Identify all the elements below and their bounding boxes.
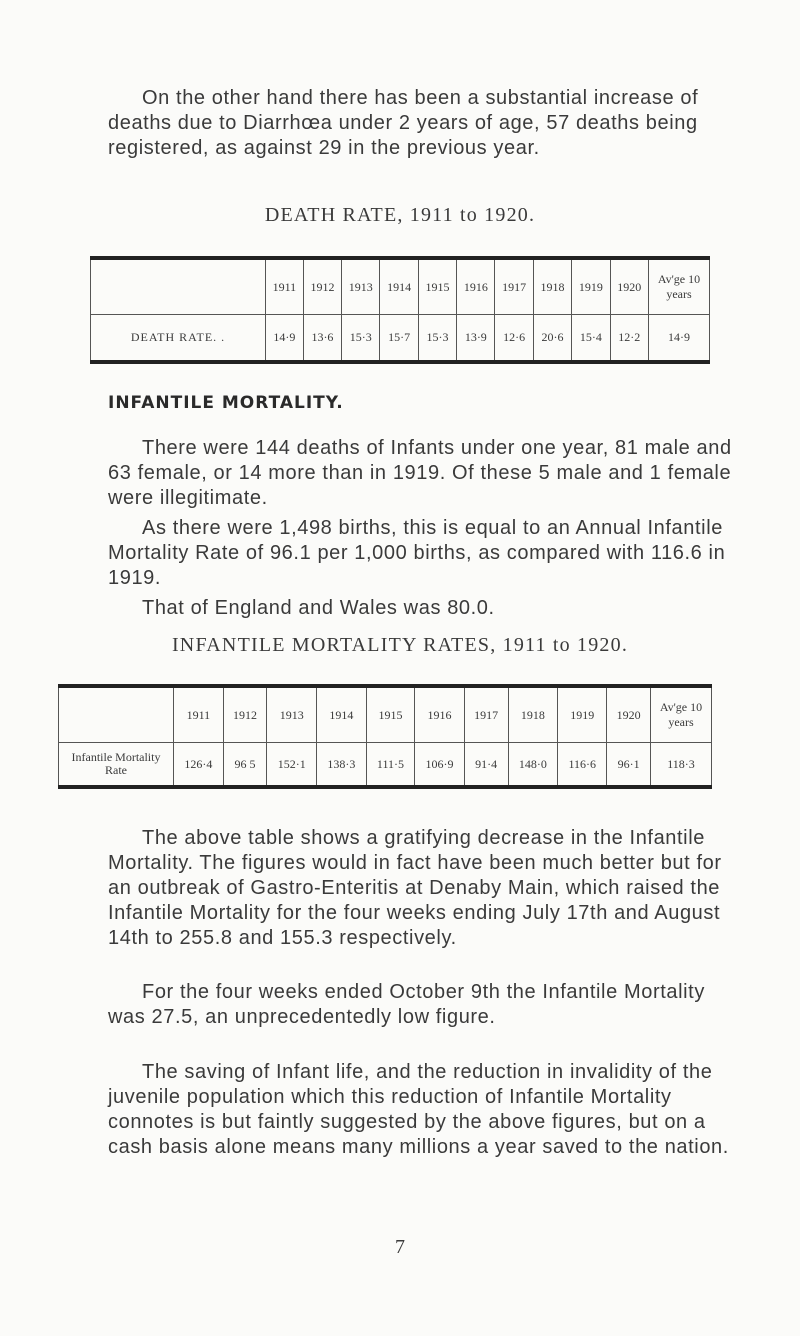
year-cell: 1914: [317, 686, 367, 743]
infant-rate-header-row: [59, 686, 712, 743]
average-header: Av'ge 10 years: [651, 686, 712, 743]
year-cell: 1912: [303, 258, 341, 315]
value-cell: 152·1: [267, 743, 317, 788]
value-cell: 12·6: [495, 315, 533, 363]
intro-paragraph: On the other hand there has been a substantial increase of deaths due to Diarrhœa under 2 years of age, 57 deaths being registered, as against 29 in the previous year.: [108, 87, 699, 159]
paragraph-births: As there were 1,498 births, this is equal to an Annual Infantile Mortality Rate of 96.1 per 1,000 births, as compared with 116.6 in 1919.: [108, 517, 726, 589]
value-cell: 13·6: [303, 315, 341, 363]
value-cell: 111·5: [366, 743, 414, 788]
death-rate-table: [90, 256, 710, 364]
infantile-mortality-heading: INFANTILE MORTALITY.: [108, 393, 344, 413]
year-cell: 1918: [508, 686, 558, 743]
header-blank-cell: [91, 258, 266, 315]
value-cell: 15·7: [380, 315, 418, 363]
year-cell: 1917: [464, 686, 508, 743]
year-cell: 1913: [267, 686, 317, 743]
value-cell: 96·1: [607, 743, 651, 788]
year-cell: 1916: [457, 258, 495, 315]
average-value: 14·9: [649, 315, 710, 363]
value-cell: 20·6: [533, 315, 571, 363]
year-cell: 1919: [572, 258, 610, 315]
paragraph-england-wales: That of England and Wales was 80.0.: [142, 597, 495, 619]
paragraph-gastro-enteritis: The above table shows a gratifying decrease in the Infantile Mortality. The figures would in fact have been much better but for an outbreak of Gastro-Enteritis at Denaby Main, which raised the Infantile Mortality for the four weeks ending July 17th and August 14th to 255.8 and 155.3 respectively.: [108, 827, 722, 949]
page-number: 7: [395, 1236, 405, 1258]
average-header: Av'ge 10 years: [649, 258, 710, 315]
header-blank-cell: [59, 686, 174, 743]
row-label: Infantile Mortality Rate: [59, 743, 174, 788]
infant-rate-values-row: [59, 743, 712, 788]
death-rate-values-row: [91, 315, 710, 363]
year-cell: 1913: [342, 258, 380, 315]
paragraph-october: For the four weeks ended October 9th the Infantile Mortality was 27.5, an unprecedentedly low figure.: [108, 981, 705, 1028]
year-cell: 1916: [415, 686, 465, 743]
value-cell: 15·3: [418, 315, 456, 363]
value-cell: 148·0: [508, 743, 558, 788]
value-cell: 91·4: [464, 743, 508, 788]
year-cell: 1920: [610, 258, 648, 315]
year-cell: 1912: [223, 686, 267, 743]
year-cell: 1911: [174, 686, 224, 743]
value-cell: 116·6: [558, 743, 607, 788]
value-cell: 106·9: [415, 743, 465, 788]
death-rate-title: DEATH RATE, 1911 to 1920.: [264, 204, 536, 226]
year-cell: 1917: [495, 258, 533, 315]
year-cell: 1920: [607, 686, 651, 743]
paragraph-deaths: There were 144 deaths of Infants under one year, 81 male and 63 female, or 14 more than in 1919. Of these 5 male and 1 female were illegitimate.: [108, 437, 732, 509]
year-cell: 1915: [366, 686, 414, 743]
death-rate-header-row: [91, 258, 710, 315]
infant-rate-title: INFANTILE MORTALITY RATES, 1911 to 1920.: [171, 634, 629, 656]
value-cell: 126·4: [174, 743, 224, 788]
year-cell: 1914: [380, 258, 418, 315]
value-cell: 138·3: [317, 743, 367, 788]
year-cell: 1919: [558, 686, 607, 743]
infantile-mortality-table: [58, 684, 712, 789]
value-cell: 15·4: [572, 315, 610, 363]
value-cell: 15·3: [342, 315, 380, 363]
paragraph-saving: The saving of Infant life, and the reduction in invalidity of the juvenile population which this reduction of Infantile Mortality connotes is but faintly suggested by the above figures, but on a cash basis alone means many millions a year saved to the nation.: [108, 1061, 729, 1158]
year-cell: 1915: [418, 258, 456, 315]
value-cell: 12·2: [610, 315, 648, 363]
year-cell: 1911: [266, 258, 304, 315]
value-cell: 13·9: [457, 315, 495, 363]
year-cell: 1918: [533, 258, 571, 315]
value-cell: 96 5: [223, 743, 267, 788]
row-label: DEATH RATE. .: [91, 315, 266, 363]
average-value: 118·3: [651, 743, 712, 788]
value-cell: 14·9: [266, 315, 304, 363]
